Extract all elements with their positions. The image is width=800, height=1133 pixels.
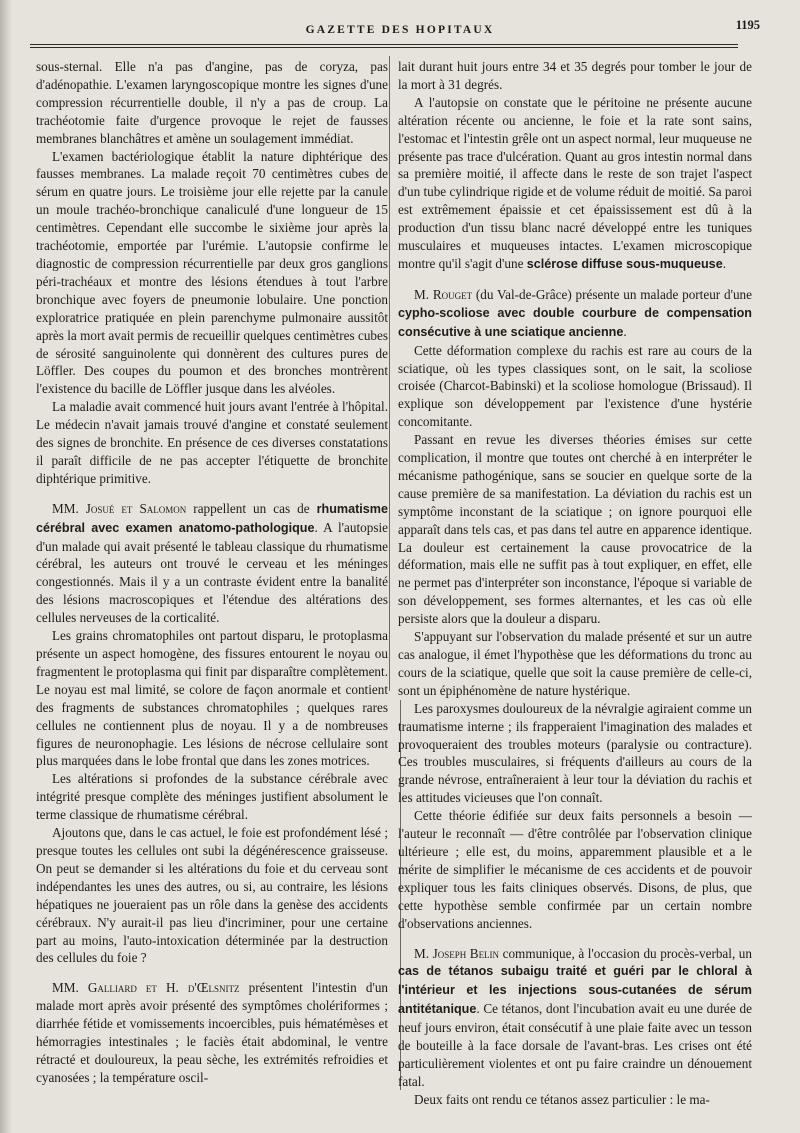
header-rule (30, 44, 738, 48)
text-run: (du Val-de-Grâce) présente un malade porteur d'une (472, 286, 752, 302)
paragraph-autopsy (398, 94, 752, 274)
paragraph: Les altérations si profondes de la substance cérébrale avec intégrité presque complète des méninges justifient absolument le terme classique de rhumatisme cérébral. (36, 771, 388, 823)
text-run: . (623, 323, 627, 339)
left-column (36, 58, 388, 1087)
section-rouget (398, 286, 752, 342)
author-names: M. Rouget (414, 286, 473, 302)
paragraph: Cette déformation complexe du rachis est rare au cours de la sciatique, où les types classiques sont, on le sait, la scoliose croisée (Charcot-Babinski) et la scoliose homologue (Brissaud). Il explique son développement par l'existence d'une hystérie concomitante. (398, 342, 752, 430)
paragraph: lait durant huit jours entre 34 et 35 degrés pour tomber le jour de la mort à 31 degrés. (398, 59, 752, 92)
section-belin (398, 945, 752, 1091)
paragraph: La maladie avait commencé huit jours avant l'entrée à l'hôpital. Le médecin n'avait jamais trouvé d'angine et constaté seulement des signes de bronchite. En présence de ces diverses constatations il paraît difficile de ne pas accepter l'étiquette de bronchite diphtérique primitive. (36, 399, 388, 486)
text-run: présentent l'intestin d'un malade mort après avoir présenté des symptômes cholériformes ; diarrhée fétide et vomissements incoercibles, puis hématémèses et hémorragies intestinales ; le faciès était abdominal, le ventre rétracté et douloureux, la peau sèche, les extrémités refroidies et cyanosées ; la température oscil- (36, 980, 389, 1085)
topic-heading: rhumatisme cérébral avec examen anatomo-pathologique (36, 501, 388, 535)
paragraph: Deux faits ont rendu ce tétanos assez particulier : le ma- (414, 1091, 710, 1107)
paragraph: Passant en revue les diverses théories émises sur cette complication, il montre que toutes ont cherché à en interpréter le mécanisme pathogénique, sans se soucier en quelque sorte de la cause première de sa manifestation. La déviation du rachis est un symptôme inconstant de la sciatique ; on ignore pourquoi elle apparaît dans tels cas, et pas dans tel autre en apparence identique. La douleur est certainement la cause provocatrice de la déformation, mais elle ne suffit pas à tout expliquer, en effet, elle ne permet pas d'interpréter son inconstance, l'époque si variable de son développement, ses formes alternantes, et les cas où elle persiste alors que la douleur a disparu. (398, 432, 752, 627)
running-title: GAZETTE DES HOPITAUX (305, 24, 495, 36)
topic-heading: sclérose diffuse sous-muqueuse (526, 256, 723, 271)
paragraph: Les paroxysmes douloureux de la névralgie agiraient comme un traumatisme interne ; ils frapperaient l'imagination des malades et provoqueraient des troubles moteurs (paralysie ou contracture). Ces troubles musculaires, si fréquents d'ailleurs au cours de la grande névrose, entraîneraient à leur tour la déviation du rachis et les attitudes vicieuses que l'on connaît. (398, 700, 752, 806)
text-run: . A l'autopsie d'un malade qui avait présenté le tableau classique du rhumatisme cérébral, les auteurs ont trouvé le cerveau et les méninges congestionnés. Mais il y a un contraste évident entre la banalité des lésions macroscopiques et l'étendue des altérations des cellules nerveuses de la corticalité. (36, 519, 389, 626)
topic-heading: cypho-scoliose avec double courbure de compensation consécutive à une sciatique ancienne (398, 305, 752, 339)
paragraph: sous-sternal. Elle n'a pas d'angine, pas de coryza, pas d'adénopathie. L'examen laryngoscopique montre les signes d'une compression récurrentielle double, il n'y a pas de croup. La trachéotomie faite d'urgence provoque le rejet de fausses membranes blanchâtres et amène un soulagement immédiat. (36, 59, 388, 146)
section-galliard-oelsnitz (36, 979, 388, 1086)
paragraph: L'examen bactériologique établit la nature diphtérique des fausses membranes. La malade reçoit 70 centimètres cubes de sérum en quatre jours. Le troisième jour elle rejette par la canule un moule trachéo-bronchique canaliculé d'une longueur de 15 centimètres. Cependant elle succombe le sixième jour après la trachéotomie, emportée par l'urémie. L'autopsie confirme le diagnostic de compression récurrentielle par deux gros ganglions péri-trachéaux et montre des lésions étendues à tout l'arbre bronchique avec foyers de pneumonie lobulaire. Une ponction exploratrice pratiquée en plein parenchyme pulmonaire aussitôt après la mort avait permis de recueillir quelques centimètres cubes de sérosité sanguinolente qui donnèrent des cultures pures de Löffler. Des coupes du poumon et des bronches montrèrent l'existence du bacille de Löffler jusque dans les alvéoles. (36, 148, 388, 397)
topic-heading: cas de tétanos subaigu traité et guéri par le chloral à l'intérieur et les injections sous-cutanées de sérum antitétanique (398, 964, 752, 1017)
section-josue-salomon (36, 500, 388, 627)
author-names: MM. Josué et Salomon (52, 500, 187, 516)
paragraph: S'appuyant sur l'observation du malade présenté et sur un autre cas analogue, il émet l'hypothèse que les déformations du tronc au cours de la sciatique, quelle que soit la cause première de celle-ci, sont un épiphénomène de nature hystérique. (398, 629, 752, 698)
page-number: 1195 (735, 18, 760, 32)
paragraph: Les grains chromatophiles ont partout disparu, le protoplasma présente un aspect homogène, des fissures entourent le noyau ou fragmentent le protoplasma qui finit par disparaître complètement. Le noyau est mal limité, se colore de façon anormale et contient des fragments de substances chromatophiles ; quelques rares cellules ne contiennent plus de noyau. Il y a de nombreuses figures de neuronophagie. Les lésions de nécrose cellulaire sont plus marquées dans le lobe frontal que dans les zones motrices. (36, 628, 388, 769)
page-edge-shadow (0, 0, 12, 1133)
text-run: A l'autopsie on constate que le péritoine ne présente aucune altération récente ou ancienne, le foie et la rate sont sains, l'estomac et l'intestin grêle ont un aspect normal, leur muqueuse ne présente pas trace d'ulcération. Quant au gros intestin normal dans sa première moitié, il affecte dans le reste de son trajet l'aspect d'un tube cylindrique rigide et de volume réduit de moitié. Sa paroi est extrêmement épaissie et cet épaississement est dû à la production d'un tissu blanc nacré développé entre les tuniques musculaires et muqueuses intactes. L'examen microscopique montre qu'il s'agit d'une (398, 94, 752, 271)
text-run: communique, à l'occasion du procès-verbal, un (499, 945, 752, 961)
text-run: . (722, 255, 726, 271)
paragraph: Ajoutons que, dans le cas actuel, le foie est profondément lésé ; presque toutes les cellules ont subi la dégénérescence graisseuse. On peut se demander si les altérations du foie et du cerveau sont indépendantes les unes des autres, ou si, au contraire, les lésions hépatiques ne joueraient pas un rôle dans la genèse des accidents cérébraux. N'y aurait-il pas lieu d'incriminer, pour une certaine part au moins, l'auto-intoxication déterminée par la destruction des cellules du foie ? (36, 825, 388, 966)
text-run: rappellent un cas de (186, 500, 317, 516)
paragraph: Cette théorie édifiée sur deux faits personnels a besoin — l'auteur le reconnaît — d'être contrôlée par l'observation clinique ultérieure ; elle est, du moins, apparemment plausible et a le mérite de simplifier le mécanisme de ces accidents et de pouvoir expliquer tous les faits cliniques observés. Disons, de plus, que cette hypothèse semble confirmée par un certain nombre d'observations anciennes. (398, 808, 752, 931)
author-names: MM. Galliard et H. d'Œlsnitz (52, 980, 240, 996)
column-divider (389, 56, 390, 691)
page-header (40, 14, 760, 48)
text-run: . Ce tétanos, dont l'incubation avait eu une durée de neuf jours environ, était consécutif à une plaie faite avec un tesson de bouteille à la face dorsale de l'avant-bras. Les crises ont été particulièrement violentes et ont pu faire craindre un dénouement fatal. (398, 1001, 752, 1089)
author-names: M. Joseph Belin (414, 945, 500, 961)
right-column (398, 58, 752, 1109)
